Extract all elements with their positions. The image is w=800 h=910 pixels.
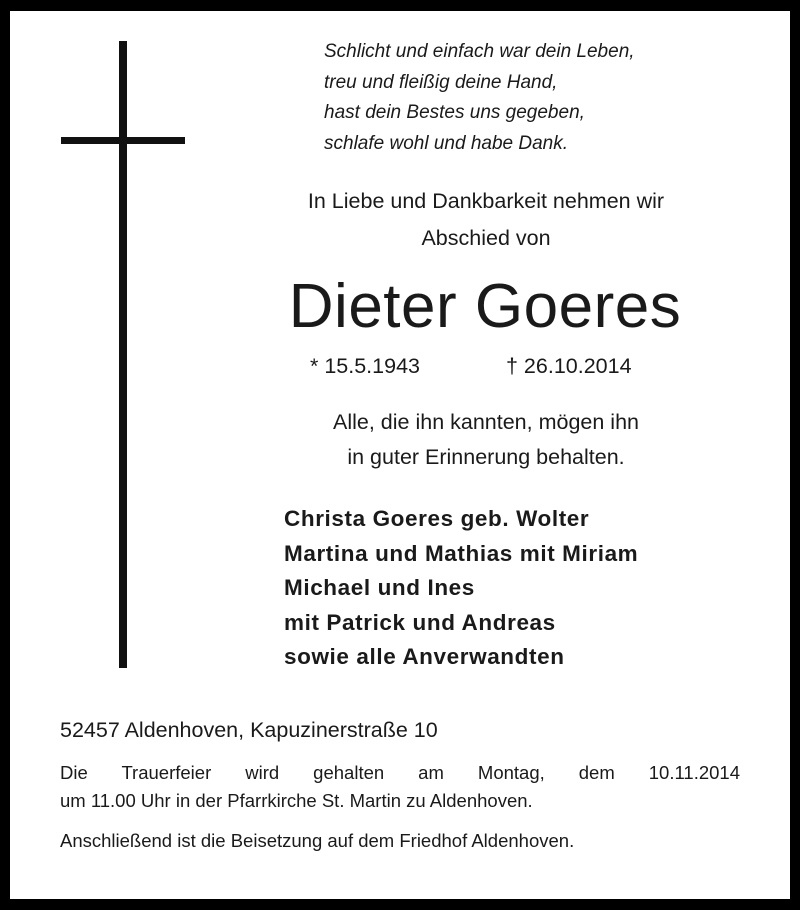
poem-line: hast dein Bestes uns gegeben,	[324, 102, 585, 123]
poem-line: schlafe wohl und habe Dank.	[324, 132, 568, 154]
service-line: um 11.00 Uhr in der Pfarrkirche St. Martin zu Aldenhoven.	[60, 790, 533, 811]
birth-date: * 15.5.1943	[310, 354, 420, 378]
memorial-poem	[324, 37, 635, 159]
remembrance-line: Alle, die ihn kannten, mögen ihn	[333, 410, 639, 434]
cross-icon-horizontal-bar	[61, 137, 185, 144]
mourner-line: Martina und Mathias mit Miriam	[284, 540, 639, 566]
death-date: † 26.10.2014	[506, 354, 632, 378]
intro-line: Abschied von	[421, 226, 551, 250]
burial-info: Anschließend ist die Beisetzung auf dem Friedhof Aldenhoven.	[60, 830, 575, 851]
mourner-line: Christa Goeres geb. Wolter	[284, 506, 590, 531]
service-line: Die Trauerfeier wird gehalten am Montag, dem 10.11.2014	[60, 762, 740, 783]
deceased-name: Dieter Goeres	[288, 272, 682, 341]
intro-line: In Liebe und Dankbarkeit nehmen wir	[307, 189, 665, 213]
family-address: 52457 Aldenhoven, Kapuzinerstraße 10	[60, 718, 438, 742]
remembrance-text	[266, 405, 706, 475]
funeral-service-info	[60, 759, 740, 815]
remembrance-line: in guter Erinnerung behalten.	[347, 445, 625, 469]
mourner-line: sowie alle Anverwandten	[284, 644, 565, 669]
mourner-line: Michael und Ines	[284, 575, 475, 600]
mourner-line: mit Patrick und Andreas	[284, 609, 556, 635]
farewell-intro	[246, 183, 726, 257]
poem-line: Schlicht und einfach war dein Leben,	[324, 41, 635, 62]
poem-line: treu und fleißig deine Hand,	[324, 71, 558, 93]
obituary-card	[10, 11, 790, 899]
cross-icon-vertical-bar	[119, 41, 127, 668]
mourners-list	[284, 502, 638, 675]
